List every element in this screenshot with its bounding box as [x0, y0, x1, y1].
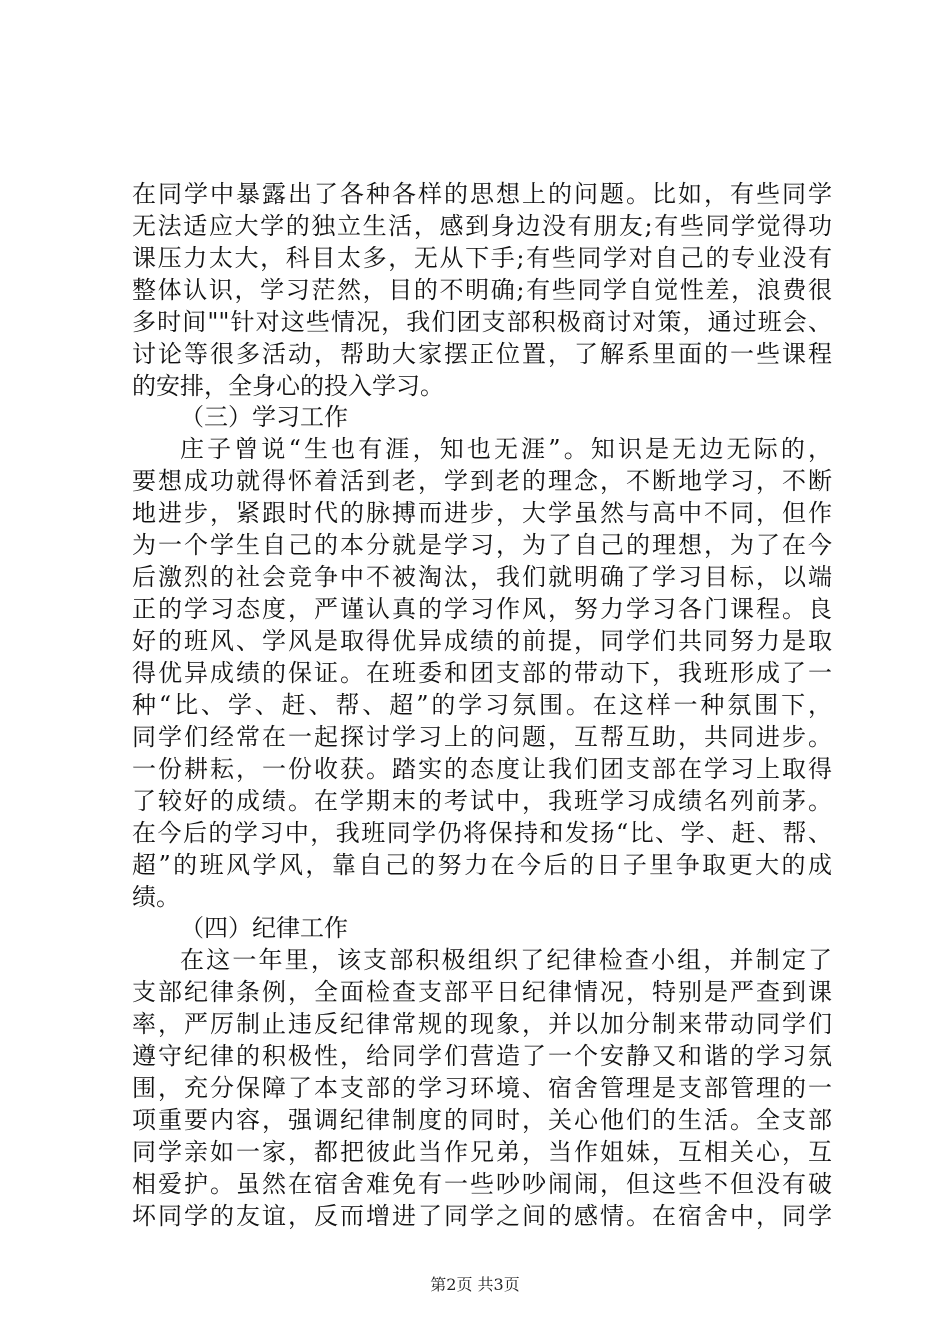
body-text-line: 好的班风、学风是取得优异成绩的前提，同学们共同努力是取: [132, 627, 832, 655]
body-text-line: 得优异成绩的保证。在班委和团支部的带动下，我班形成了一: [132, 659, 832, 687]
body-text-line: 超”的班风学风，靠自己的努力在今后的日子里争取更大的成: [132, 851, 832, 879]
body-text-line: 相爱护。虽然在宿舍难免有一些吵吵闹闹，但这些不但没有破: [132, 1170, 832, 1198]
body-text-line: 课压力太大，科目太多，无从下手;有些同学对自己的专业没有: [132, 244, 832, 272]
body-text-line: 项重要内容，强调纪律制度的同时，关心他们的生活。全支部: [132, 1106, 832, 1134]
body-text-line: 多时间""针对这些情况，我们团支部积极商讨对策，通过班会、: [132, 308, 832, 336]
body-text-line: 同学们经常在一起探讨学习上的问题，互帮互助，共同进步。: [132, 723, 832, 751]
body-text-line: 遵守纪律的积极性，给同学们营造了一个安静又和谐的学习氛: [132, 1042, 832, 1070]
body-text-line: 围，充分保障了本支部的学习环境、宿舍管理是支部管理的一: [132, 1074, 832, 1102]
body-text-line: 为一个学生自己的本分就是学习，为了自己的理想，为了在今: [132, 531, 832, 559]
body-text-line: 后激烈的社会竞争中不被淘汰，我们就明确了学习目标，以端: [132, 563, 832, 591]
page-number-footer: 第2页 共3页: [430, 1275, 520, 1294]
body-text-line: 地进步，紧跟时代的脉搏而进步，大学虽然与高中不同，但作: [132, 499, 832, 527]
body-text-line: 同学亲如一家，都把彼此当作兄弟，当作姐妹，互相关心，互: [132, 1138, 832, 1166]
body-text-line: 在同学中暴露出了各种各样的思想上的问题。比如，有些同学: [132, 180, 832, 208]
body-text-line: 一份耕耘，一份收获。踏实的态度让我们团支部在学习上取得: [132, 755, 832, 783]
body-text-line: 在这一年里，该支部积极组织了纪律检查小组，并制定了: [180, 946, 832, 974]
body-text-line: 要想成功就得怀着活到老，学到老的理念，不断地学习，不断: [132, 467, 832, 495]
body-text-line: 了较好的成绩。在学期末的考试中，我班学习成绩名列前茅。: [132, 787, 832, 815]
body-text-line: 无法适应大学的独立生活，感到身边没有朋友;有些同学觉得功: [132, 212, 832, 240]
body-text-line: 在今后的学习中，我班同学仍将保持和发扬“比、学、赶、帮、: [132, 819, 832, 847]
body-text-line: 正的学习态度，严谨认真的学习作风，努力学习各门课程。良: [132, 595, 832, 623]
body-text-line: 绩。: [132, 883, 180, 911]
body-text-line: 整体认识，学习茫然，目的不明确;有些同学自觉性差，浪费很: [132, 276, 832, 304]
section-heading: （三）学习工作: [180, 403, 348, 431]
body-text-line: 支部纪律条例，全面检查支部平日纪律情况，特别是严查到课: [132, 978, 832, 1006]
body-text-line: 讨论等很多活动，帮助大家摆正位置，了解系里面的一些课程: [132, 340, 832, 368]
body-text-line: 种“比、学、赶、帮、超”的学习氛围。在这样一种氛围下，: [132, 691, 832, 719]
body-text-line: 坏同学的友谊，反而增进了同学之间的感情。在宿舍中，同学: [132, 1202, 832, 1230]
body-text-line: 的安排，全身心的投入学习。: [132, 372, 444, 400]
body-text-line: 率，严厉制止违反纪律常规的现象，并以加分制来带动同学们: [132, 1010, 832, 1038]
section-heading: （四）纪律工作: [180, 914, 348, 942]
body-text-line: 庄子曾说“生也有涯，知也无涯”。知识是无边无际的，: [180, 435, 832, 463]
